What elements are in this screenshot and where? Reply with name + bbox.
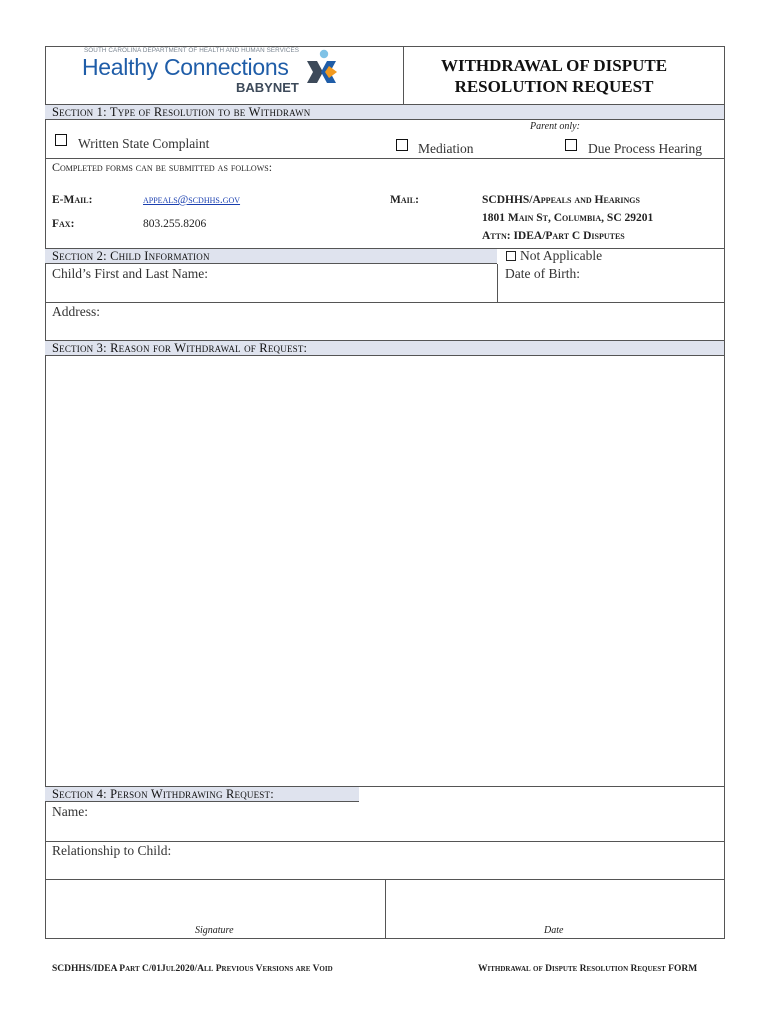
- footer-right: Withdrawal of Dispute Resolution Request FORM: [478, 964, 698, 974]
- section2-heading: Section 2: Child Information: [52, 249, 210, 263]
- logo-brand: Healthy Connections: [82, 54, 289, 80]
- option-written-state-complaint: Written State Complaint: [78, 136, 210, 151]
- form-title-line1: WITHDRAWAL OF DISPUTE: [440, 56, 668, 75]
- logo-mark-icon: [303, 48, 341, 94]
- option-due-process-hearing: Due Process Hearing: [588, 141, 702, 156]
- dob-field[interactable]: [498, 282, 723, 301]
- name-field[interactable]: [46, 820, 723, 840]
- child-name-label: Child’s First and Last Name:: [52, 266, 208, 281]
- dob-label: Date of Birth:: [505, 266, 580, 281]
- mail-line-3: Attn: IDEA/Part C Disputes: [482, 230, 625, 242]
- checkbox-mediation[interactable]: [396, 139, 408, 151]
- section1-heading: Section 1: Type of Resolution to be Withdrawn: [52, 105, 311, 119]
- child-name-field[interactable]: [46, 282, 496, 301]
- fax-value: 803.255.8206: [143, 218, 207, 230]
- logo-sub: BABYNET: [236, 80, 299, 95]
- section3-heading: Section 3: Reason for Withdrawal of Request:: [52, 341, 308, 355]
- relationship-field[interactable]: [46, 859, 723, 878]
- mail-label: Mail:: [390, 194, 419, 206]
- form-title-line2: RESOLUTION REQUEST: [454, 77, 654, 96]
- checkbox-due-process-hearing[interactable]: [565, 139, 577, 151]
- footer-left: SCDHHS/IDEA Part C/01Jul2020/All Previous Versions are Void: [52, 964, 333, 974]
- reason-textarea[interactable]: [46, 357, 723, 785]
- parent-only-note: Parent only:: [530, 121, 580, 132]
- signature-field[interactable]: [46, 880, 384, 924]
- checkbox-written-state-complaint[interactable]: [55, 134, 67, 146]
- submission-heading: Completed forms can be submitted as follows:: [52, 160, 273, 174]
- section4-heading: Section 4: Person Withdrawing Request:: [52, 787, 274, 801]
- logo-org-line: SOUTH CAROLINA DEPARTMENT OF HEALTH AND HUMAN SERVICES: [84, 47, 300, 54]
- email-link[interactable]: appeals@scdhhs.gov: [143, 194, 241, 206]
- option-mediation: Mediation: [418, 141, 474, 156]
- not-applicable-label: Not Applicable: [520, 248, 603, 263]
- address-field[interactable]: [46, 320, 723, 339]
- relationship-label: Relationship to Child:: [52, 843, 172, 858]
- signature-label: Signature: [195, 925, 234, 936]
- name-label: Name:: [52, 804, 88, 819]
- date-field[interactable]: [386, 880, 723, 924]
- mail-line-2: 1801 Main St, Columbia, SC 29201: [482, 212, 654, 224]
- email-label: E-Mail:: [52, 194, 93, 206]
- mail-line-1: SCDHHS/Appeals and Hearings: [482, 194, 640, 206]
- date-label: Date: [544, 925, 564, 936]
- address-label: Address:: [52, 304, 100, 319]
- fax-label: Fax:: [52, 218, 75, 230]
- checkbox-not-applicable[interactable]: [506, 251, 516, 261]
- form-title: [404, 55, 704, 97]
